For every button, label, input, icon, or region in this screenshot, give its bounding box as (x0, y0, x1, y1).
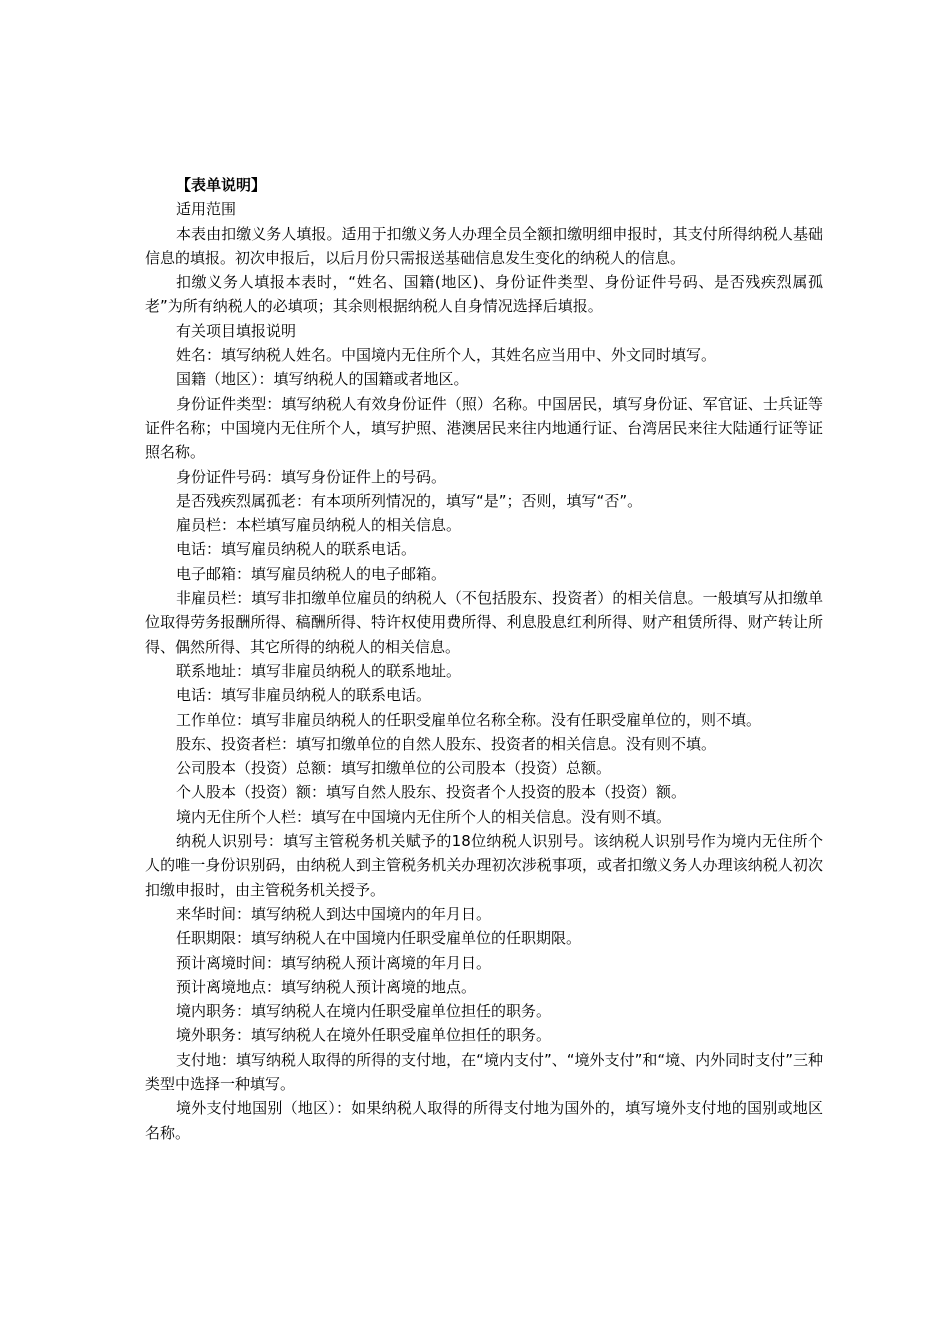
item-departure-place: 预计离境地点：填写纳税人预计离境的地点。 (176, 977, 477, 996)
scope-title: 适用范围 (176, 200, 237, 219)
item-foreign-payment-country: 境外支付地国别（地区）：如果纳税人取得的所得支付地为国外的，填写境外支付地的国别或地区名称。 (145, 1099, 823, 1142)
item-taxpayer-id: 纳税人识别号：填写主管税务机关赋予的18位纳税人识别号。该纳税人识别号作为境内无住所个人的唯一身份识别码，由纳税人到主管税务机关办理初次涉税事项，或者扣缴义务人办理该纳税人初次扣缴申报时，由主管税务机关授予。 (145, 832, 823, 899)
item-domestic-position: 境内职务：填写纳税人在境内任职受雇单位担任的职务。 (176, 1002, 552, 1021)
item-nationality: 国籍（地区）：填写纳税人的国籍或者地区。 (176, 370, 469, 389)
form-instructions (145, 173, 823, 1145)
scope-paragraph-2: 扣缴义务人填报本表时，“姓名、国籍(地区)、身份证件类型、身份证件号码、是否残疾烈属孤老”为所有纳税人的必填项；其余则根据纳税人自身情况选择后填报。 (145, 273, 823, 316)
item-shareholder-section: 股东、投资者栏：填写扣缴单位的自然人股东、投资者的相关信息。没有则不填。 (176, 734, 717, 753)
item-work-unit: 工作单位：填写非雇员纳税人的任职受雇单位名称全称。没有任职受雇单位的，则不填。 (176, 710, 762, 729)
item-non-employee-section: 非雇员栏：填写非扣缴单位雇员的纳税人（不包括股东、投资者）的相关信息。一般填写从扣缴单位取得劳务报酬所得、稿酬所得、特许权使用费所得、利息股息红利所得、财产租赁所得、财产转让所得、偶然所得、其它所得的纳税人的相关信息。 (145, 589, 823, 656)
item-id-type: 身份证件类型：填写纳税人有效身份证件（照）名称。中国居民，填写身份证、军官证、士兵证等证件名称；中国境内无住所个人，填写护照、港澳居民来往内地通行证、台湾居民来往大陆通行证等证照名称。 (145, 394, 823, 462)
item-employee-phone: 电话：填写雇员纳税人的联系电话。 (176, 540, 417, 559)
scope-paragraph-1: 本表由扣缴义务人填报。适用于扣缴义务人办理全员全额扣缴明细申报时，其支付所得纳税人基础信息的填报。初次申报后，以后月份只需报送基础信息发生变化的纳税人的信息。 (145, 224, 823, 267)
item-non-resident-section: 境内无住所个人栏：填写在中国境内无住所个人的相关信息。没有则不填。 (176, 807, 672, 826)
item-name: 姓名：填写纳税人姓名。中国境内无住所个人，其姓名应当用中、外文同时填写。 (176, 346, 717, 365)
item-company-capital: 公司股本（投资）总额：填写扣缴单位的公司股本（投资）总额。 (176, 759, 612, 778)
item-term: 任职期限：填写纳税人在中国境内任职受雇单位的任职期限。 (176, 929, 582, 948)
item-arrival-date: 来华时间：填写纳税人到达中国境内的年月日。 (176, 904, 492, 923)
item-id-number: 身份证件号码：填写身份证件上的号码。 (176, 467, 447, 486)
item-departure-date: 预计离境时间：填写纳税人预计离境的年月日。 (176, 953, 492, 972)
item-employee-section: 雇员栏：本栏填写雇员纳税人的相关信息。 (176, 516, 462, 535)
item-contact-address: 联系地址：填写非雇员纳税人的联系地址。 (176, 661, 462, 680)
items-title: 有关项目填报说明 (176, 321, 297, 340)
item-disabled: 是否残疾烈属孤老：有本项所列情况的，填写“是”；否则，填写“否”。 (176, 491, 643, 510)
item-non-employee-phone: 电话：填写非雇员纳税人的联系电话。 (176, 686, 432, 705)
item-personal-capital: 个人股本（投资）额：填写自然人股东、投资者个人投资的股本（投资）额。 (176, 783, 687, 802)
item-payment-place: 支付地：填写纳税人取得的所得的支付地，在“境内支付”、“境外支付”和“境、内外同时支付”三种类型中选择一种填写。 (145, 1050, 823, 1093)
section-heading: 【表单说明】 (176, 176, 267, 194)
item-foreign-position: 境外职务：填写纳税人在境外任职受雇单位担任的职务。 (176, 1026, 552, 1045)
item-employee-email: 电子邮箱：填写雇员纳税人的电子邮箱。 (176, 564, 447, 583)
